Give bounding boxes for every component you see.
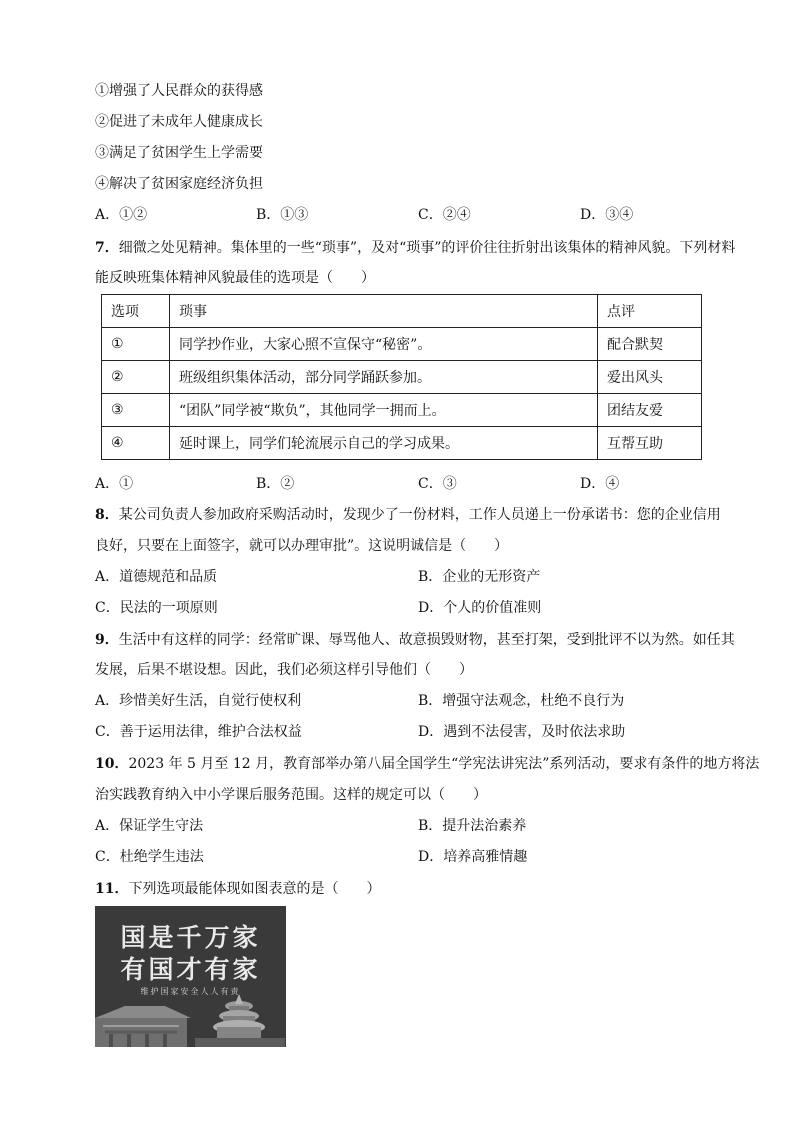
- row-matter: “团队”同学被“欺负”，其他同学一拥而上。: [170, 394, 598, 427]
- q8-option-d: D．个人的价值准则: [418, 600, 542, 616]
- q7-option-b: B．②: [256, 476, 295, 492]
- q9-option-c: C．善于运用法律，维护合法权益: [95, 724, 302, 740]
- row-comment: 互帮互助: [598, 427, 702, 460]
- q9-stem-line2: 发展，后果不堪设想。因此，我们必须这样引导他们（ ）: [95, 662, 473, 678]
- row-matter: 班级组织集体活动，部分同学踊跃参加。: [170, 361, 598, 394]
- row-comment: 团结友爱: [598, 394, 702, 427]
- q7-option-a: A．①: [95, 476, 134, 492]
- q10-option-a: A．保证学生守法: [95, 818, 204, 834]
- q9-number: 9．: [95, 632, 119, 648]
- row-comment: 配合默契: [598, 328, 702, 361]
- q10-stem-line2: 治实践教育纳入中小学课后服务范围。这样的规定可以（ ）: [95, 787, 487, 803]
- row-option: ①: [102, 328, 170, 361]
- q7-option-c: C．③: [418, 476, 457, 492]
- q9-stem-line1: [95, 630, 735, 650]
- q10-stem-line1: [95, 754, 759, 774]
- q7-stem-line1: [95, 238, 735, 258]
- q6-statement-1: ①增强了人民群众的获得感: [95, 83, 263, 99]
- row-option: ②: [102, 361, 170, 394]
- table-row: [102, 361, 702, 394]
- header-option: 选项: [102, 295, 170, 328]
- q11-number: 11．: [95, 881, 129, 897]
- q7-stem-text1: 细微之处见精神。集体里的一些“琐事”，及对“琐事”的评价往往折射出该集体的精神风貌。下列材料: [118, 240, 736, 256]
- q10-option-c: C．杜绝学生违法: [95, 849, 204, 865]
- poster-architecture-illustration: [95, 906, 286, 1047]
- row-matter: 同学抄作业，大家心照不宣保守“秘密”。: [170, 328, 598, 361]
- national-security-poster-image: [95, 906, 286, 1047]
- q8-option-b: B．企业的无形资产: [418, 569, 541, 585]
- q6-statement-3: ③满足了贫困学生上学需要: [95, 145, 263, 161]
- row-comment: 爱出风头: [598, 361, 702, 394]
- q10-number: 10．: [95, 756, 129, 772]
- q8-option-c: C．民法的一项原则: [95, 600, 218, 616]
- q9-option-b: B．增强守法观念，杜绝不良行为: [418, 693, 625, 709]
- q6-statement-2: ②促进了未成年人健康成长: [95, 114, 263, 130]
- q6-option-b: B．①③: [256, 207, 309, 223]
- header-matter: 琐事: [170, 295, 598, 328]
- poster-text-line1: 国是千万家: [120, 923, 261, 952]
- q8-option-a: A．道德规范和品质: [95, 569, 218, 585]
- q10-option-b: B．提升法治素养: [418, 818, 527, 834]
- q9-option-a: A．珍惜美好生活，自觉行使权利: [95, 693, 302, 709]
- row-option: ③: [102, 394, 170, 427]
- row-option: ④: [102, 427, 170, 460]
- q8-number: 8．: [95, 507, 119, 523]
- q8-stem-line2: 良好，只要在上面签字，就可以办理审批”。这说明诚信是（ ）: [95, 538, 509, 554]
- q8-stem-text1: 某公司负责人参加政府采购活动时，发现少了一份材料，工作人员递上一份承诺书：您的企业信用: [118, 507, 721, 523]
- q9-option-d: D．遇到不法侵害，及时依法求助: [418, 724, 626, 740]
- q10-stem-text1: 2023 年 5 月至 12 月，教育部举办第八届全国学生“学宪法讲宪法”系列活动，要求有条件的地方将法: [128, 756, 760, 772]
- q6-statement-4: ④解决了贫困家庭经济负担: [95, 176, 263, 192]
- table-row: [102, 328, 702, 361]
- q7-table: [101, 294, 702, 460]
- q7-option-d: D．④: [580, 476, 620, 492]
- table-row: [102, 427, 702, 460]
- header-comment: 点评: [598, 295, 702, 328]
- q6-option-c: C．②④: [418, 207, 471, 223]
- q10-option-d: D．培养高雅情趣: [418, 849, 528, 865]
- q7-stem-line2: 能反映班集体精神风貌最佳的选项是（ ）: [95, 270, 375, 286]
- q11-stem-text1: 下列选项最能体现如图表意的是（ ）: [128, 881, 381, 897]
- poster-text-line3: 维护国家安全人人有责: [140, 987, 241, 996]
- q7-number: 7．: [95, 240, 119, 256]
- table-row: [102, 394, 702, 427]
- table-header-row: [102, 295, 702, 328]
- q8-stem-line1: [95, 505, 721, 525]
- poster-text-line2: 有国才有家: [120, 955, 261, 984]
- row-matter: 延时课上，同学们轮流展示自己的学习成果。: [170, 427, 598, 460]
- q6-option-a: A．①②: [95, 207, 148, 223]
- q11-stem-line1: [95, 879, 380, 899]
- q9-stem-text1: 生活中有这样的同学：经常旷课、辱骂他人、故意损毁财物，甚至打架，受到批评不以为然。如任其: [118, 632, 735, 648]
- q6-option-d: D．③④: [580, 207, 634, 223]
